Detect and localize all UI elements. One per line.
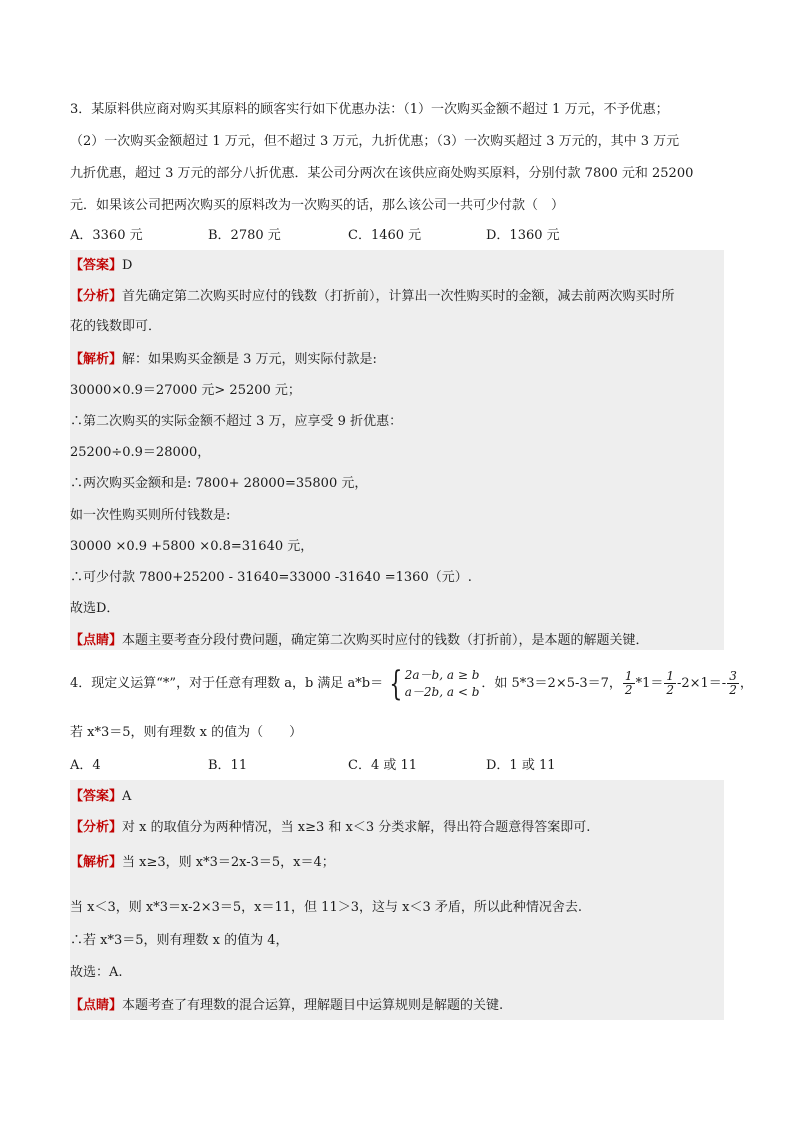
q3-option-c: C．1460 元 bbox=[348, 228, 422, 243]
solution-text: 当 x≥3，则 x*3＝2x-3＝5，x＝4； bbox=[122, 855, 335, 870]
q3-stem-line-4: 元．如果该公司把两次购买的原料改为一次购买的话，那么该公司一共可少付款（ ） bbox=[70, 198, 565, 213]
q4-option-b: B．11 bbox=[208, 758, 248, 773]
q4-example-pre: ．如 5*3＝2×5-3＝7， bbox=[481, 676, 622, 691]
q3-analysis-line-1 bbox=[70, 287, 675, 307]
case-top: 2a－b, a ≥ b bbox=[404, 667, 480, 682]
left-brace: { bbox=[389, 663, 403, 704]
q3-solution-line: 故选D． bbox=[70, 601, 120, 616]
q3-option-a: A．3360 元 bbox=[70, 228, 143, 243]
fraction-one-half: $\frac{1}{2}$ bbox=[624, 669, 633, 697]
comment-tag: 【点睛】 bbox=[70, 633, 123, 648]
q4-intro: 4．现定义运算“*”，对于任意有理数 a，b 满足 a*b＝ bbox=[70, 676, 384, 691]
answer-value: D bbox=[122, 258, 133, 273]
q4-stem-line-1 bbox=[70, 664, 753, 704]
q4-analysis bbox=[70, 818, 590, 838]
q4-answer bbox=[70, 787, 131, 807]
q3-analysis-line-2: 花的钱数即可． bbox=[70, 319, 162, 334]
q3-stem-line-2: （2）一次购买金额超过 1 万元，但不超过 3 万元，九折优惠；（3）一次购买超过 3 万元的，其中 3 万元 bbox=[70, 134, 680, 149]
piecewise-definition bbox=[385, 663, 480, 704]
q3-comment bbox=[70, 631, 649, 651]
q4-solution-line: 当 x＜3，则 x*3＝x-2×3＝5，x＝11，但 11＞3，这与 x＜3 矛盾，所以此种情况舍去. bbox=[70, 900, 582, 915]
fraction-three-halves: $\frac{3}{2}$ bbox=[729, 669, 737, 697]
q4-option-c: C．4 或 11 bbox=[348, 758, 418, 773]
answer-tag: 【答案】 bbox=[70, 789, 123, 804]
solution-tag: 【解析】 bbox=[70, 352, 123, 367]
q4-example-end: ， bbox=[739, 676, 753, 691]
q3-answer bbox=[70, 256, 132, 276]
q3-solution-line: 30000×0.9＝27000 元> 25200 元； bbox=[70, 383, 301, 398]
q4-example-mid: *1＝ bbox=[635, 676, 664, 691]
q3-option-d: D．1360 元 bbox=[486, 228, 560, 243]
fraction-one-half-2: $\frac{1}{2}$ bbox=[666, 669, 674, 697]
q3-solution-line: 30000 ×0.9 +5800 ×0.8=31640 元， bbox=[70, 539, 314, 554]
q4-solution-first bbox=[70, 853, 335, 873]
comment-text: 本题主要考查分段付费问题，确定第二次购买时应付的钱数（打折前），是本题的解题关键． bbox=[122, 633, 649, 648]
q4-option-a: A．4 bbox=[70, 758, 101, 773]
q4-comment bbox=[70, 996, 503, 1016]
q3-stem-line-1: 3．某原料供应商对购买其原料的顾客实行如下优惠办法：（1）一次购买金额不超过 1 万元，不予优惠； bbox=[70, 102, 669, 117]
analysis-tag: 【分析】 bbox=[70, 820, 123, 835]
case-bottom: a－2b, a < b bbox=[404, 684, 480, 699]
q3-solution-first bbox=[70, 350, 377, 370]
q3-option-b: B．2780 元 bbox=[208, 228, 281, 243]
analysis-text: 首先确定第二次购买时应付的钱数（打折前），计算出一次性购买时的金额，减去前两次购买时所 bbox=[122, 289, 675, 304]
analysis-text: 对 x 的取值分为两种情况，当 x≥3 和 x＜3 分类求解，得出符合题意得答案即可. bbox=[122, 820, 591, 835]
q4-solution-line: ∴若 x*3＝5，则有理数 x 的值为 4， bbox=[70, 933, 289, 948]
answer-value: A bbox=[122, 789, 132, 804]
solution-tag: 【解析】 bbox=[70, 855, 123, 870]
q4-example-mid2: -2×1＝- bbox=[676, 676, 727, 691]
solution-text: 解：如果购买金额是 3 万元，则实际付款是: bbox=[122, 352, 377, 367]
q3-solution-line: ∴第二次购买的实际金额不超过 3 万，应享受 9 折优惠： bbox=[70, 414, 403, 429]
q4-stem-line-2: 若 x*3＝5，则有理数 x 的值为（ ） bbox=[70, 725, 303, 740]
q3-solution-line: ∴可少付款 7800+25200 - 31640=33000 -31640 =1360（元）. bbox=[70, 570, 472, 585]
analysis-tag: 【分析】 bbox=[70, 289, 123, 304]
comment-text: 本题考查了有理数的混合运算，理解题目中运算规则是解题的关键. bbox=[122, 998, 504, 1013]
q3-solution-line: 25200÷0.9＝28000， bbox=[70, 445, 211, 460]
answer-tag: 【答案】 bbox=[70, 258, 123, 273]
comment-tag: 【点睛】 bbox=[70, 998, 123, 1013]
q4-option-d: D．1 或 11 bbox=[486, 758, 556, 773]
q3-solution-line: 如一次性购买则所付钱数是: bbox=[70, 508, 231, 523]
q3-solution-line: ∴两次购买金额和是: 7800+ 28000=35800 元， bbox=[70, 476, 368, 491]
q3-stem-line-3: 九折优惠，超过 3 万元的部分八折优惠．某公司分两次在该供应商处购买原料，分别付款 7800 元和 25200 bbox=[70, 166, 694, 181]
q4-solution-line: 故选：A. bbox=[70, 965, 123, 980]
